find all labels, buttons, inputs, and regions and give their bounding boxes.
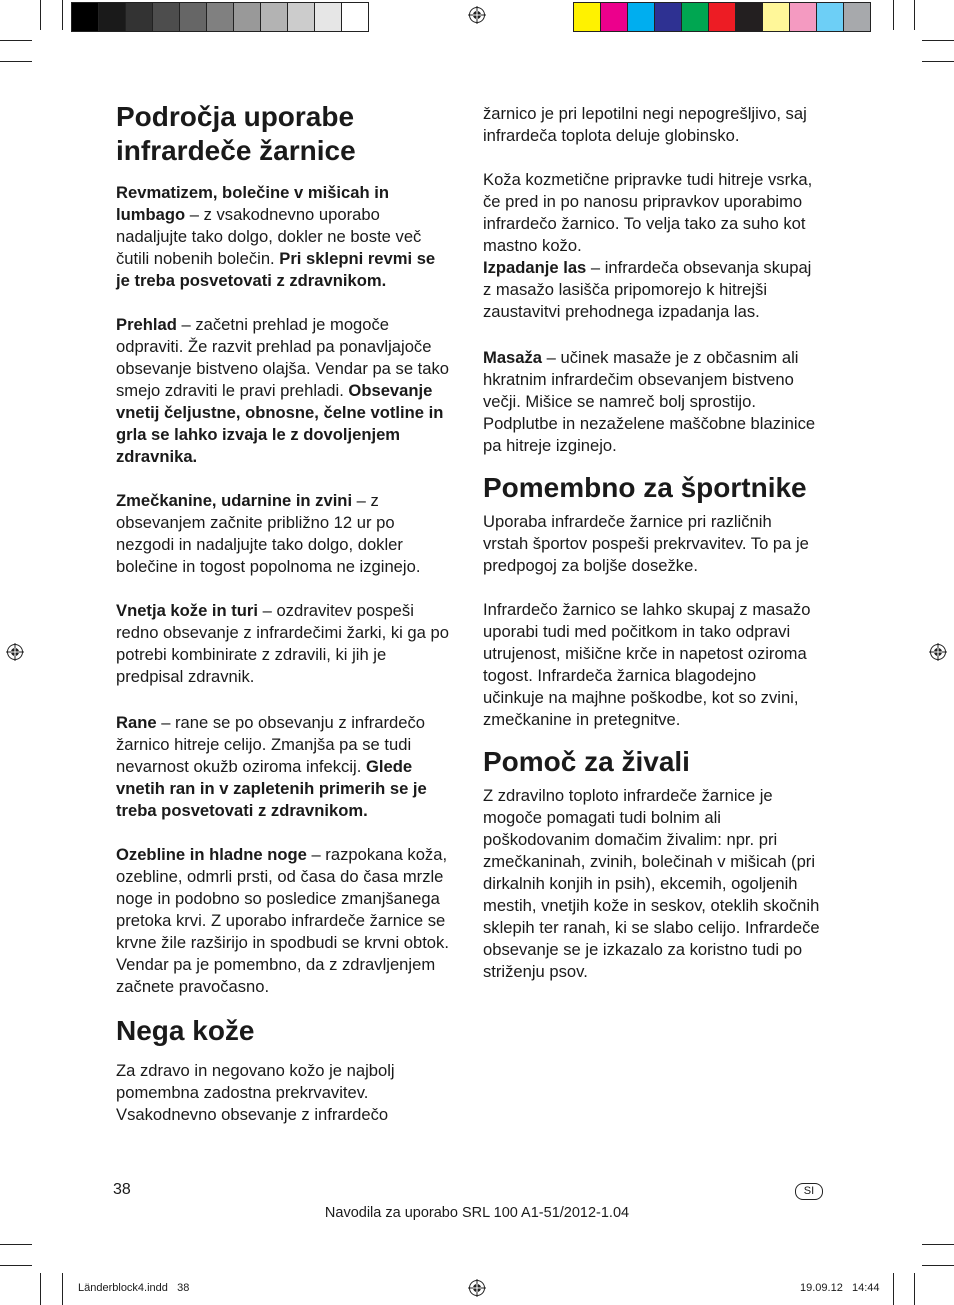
- paragraph-zmeckanine: [116, 490, 453, 578]
- paragraph-sport-2: Infrardečo žarnico se lahko skupaj z masažo uporabi tudi med počitkom in tako odpravi utrujenost, mišične krče in napetost oziroma togost. Infrardeča žarnica blagodejno učinkuje na majhne poškodbe, kot so zvini, zmečkanine in pretegnitve.: [483, 600, 811, 729]
- crop-mark: [922, 61, 954, 62]
- crop-mark: [914, 0, 915, 30]
- crop-mark: [922, 1244, 954, 1245]
- section-heading-nega: Nega kože: [116, 1015, 255, 1046]
- color-bar: [573, 2, 871, 32]
- section-heading-zivali: Pomoč za živali: [483, 746, 690, 777]
- paragraph-masaza: [483, 347, 820, 457]
- term-bold: Vnetja kože in turi: [116, 601, 258, 620]
- color-swatch: [735, 3, 762, 31]
- crop-mark: [40, 1273, 41, 1305]
- language-badge: SI: [795, 1183, 823, 1200]
- color-swatch: [816, 3, 843, 31]
- crop-mark: [0, 1265, 32, 1266]
- color-swatch: [260, 3, 287, 31]
- registration-mark-icon: [929, 643, 947, 661]
- color-swatch: [98, 3, 125, 31]
- color-swatch: [762, 3, 789, 31]
- crop-mark: [922, 1265, 954, 1266]
- right-column: [483, 103, 820, 983]
- paragraph-vnetja: [116, 600, 453, 688]
- paragraph-text: – rane se po obsevanju z infrardečo žarnico hitreje celijo. Zmanjša pa se tudi nevarnost okužb oziroma infekcij.: [116, 713, 426, 776]
- term-bold: Rane: [116, 713, 157, 732]
- crop-mark: [922, 40, 954, 41]
- color-swatch: [179, 3, 206, 31]
- timestamp: 19.09.12 14:44: [800, 1282, 880, 1294]
- color-swatch: [627, 3, 654, 31]
- crop-mark: [62, 0, 63, 30]
- paragraph-text: – infrardeča obsevanja skupaj z masažo lasišča pripomorejo k hitrejši zaustavitvi prehodnega izpadanja las.: [483, 258, 812, 321]
- paragraph-continued: žarnico je pri lepotilni negi nepogrešljivo, saj infrardeča toplota deluje globinsko.: [483, 104, 807, 145]
- section-heading-sport: Pomembno za športnike: [483, 472, 807, 503]
- paragraph-text: – razpokana koža, ozebline, odmrli prsti, od časa do časa mrzle noge in podobno so posledice zmanjšanega pretoka krvi. Z uporabo infrardeče žarnice se krvne žile razširijo in spodbudi se krvni obtok. Vendar pa je pomembno, da z zdravljenjem začnete pravočasno.: [116, 845, 449, 996]
- warning-bold: Pri sklepni revmi se je treba posvetovati z zdravnikom.: [116, 249, 436, 290]
- file-name: Länderblock4.indd 38: [78, 1282, 190, 1294]
- term-bold: Ozebline in hladne noge: [116, 845, 307, 864]
- page-number: 38: [113, 1181, 131, 1198]
- color-swatch: [681, 3, 708, 31]
- left-column: [116, 100, 453, 1126]
- paragraph-text: – ozdravitev pospeši redno obsevanje z infrardečimi žarki, ki ga po potrebi kombinirate z zdravili, ki jih je predpisal zdravnik.: [116, 601, 449, 686]
- color-swatch: [789, 3, 816, 31]
- manual-reference: Navodila za uporabo SRL 100 A1-51/2012-1.04: [324, 1205, 630, 1221]
- registration-mark-icon: [468, 1279, 486, 1297]
- color-swatch: [708, 3, 735, 31]
- paragraph-text: – z vsakodnevno uporabo nadaljujte tako dolgo, dokler ne boste več čutili nobenih bolečin.: [116, 205, 422, 268]
- color-swatch: [654, 3, 681, 31]
- crop-mark: [0, 61, 32, 62]
- color-swatch: [843, 3, 870, 31]
- paragraph-izpadanje: [483, 257, 820, 323]
- color-swatch: [314, 3, 341, 31]
- color-swatch: [341, 3, 368, 31]
- color-swatch: [233, 3, 260, 31]
- grayscale-bar: [71, 2, 369, 32]
- paragraph-ozebline: [116, 844, 453, 998]
- paragraph-rane: [116, 712, 453, 822]
- term-bold: Prehlad: [116, 315, 177, 334]
- paragraph-text: – začetni prehlad je mogoče odpraviti. Že razvit prehlad pa ponavljajoče obsevanje bistveno olajša. Vendar pa se tako smejo zdraviti le pravi prehladi.: [116, 315, 450, 400]
- color-swatch: [574, 3, 600, 31]
- color-swatch: [600, 3, 627, 31]
- crop-mark: [893, 0, 894, 30]
- heading-line: infrardeče žarnice: [116, 135, 356, 166]
- paragraph-koza: Koža kozmetične pripravke tudi hitreje vsrka, če pred in po nanosu pripravkov uporabimo infrardečo žarnico. To velja tako za suho kot mastno kožo.: [483, 170, 813, 255]
- crop-mark: [62, 1273, 63, 1305]
- paragraph-text: – učinek masaže je z občasnim ali hkratnim infrardečim obsevanjem bistveno večji. Mišice se namreč bolj sprostijo. Podplutbe in nezaželene maščobne blazinice pa hitreje izginejo.: [483, 348, 816, 455]
- section-heading-uporaba: [116, 100, 453, 168]
- registration-mark-icon: [6, 643, 24, 661]
- registration-mark-icon: [468, 6, 486, 24]
- color-swatch: [287, 3, 314, 31]
- warning-bold: Obsevanje vnetij čeljustne, obnosne, čelne votline in grla se lahko izvaja le z dovoljenjem zdravnika.: [116, 381, 444, 466]
- term-bold: Revmatizem, bolečine v mišicah in lumbago: [116, 183, 389, 224]
- crop-mark: [893, 1273, 894, 1305]
- paragraph-revmatizem: [116, 182, 453, 292]
- crop-mark: [40, 0, 41, 30]
- paragraph-zivali: Z zdravilno toploto infrardeče žarnice je mogoče pomagati tudi bolnim ali poškodovanim domačim živalim: npr. pri zmečkaninah, zvinih, bolečinah v mišicah (pri dirkalnih konjih in psih), ekcemih, ogoljenih mestih, vnetjih kože in seskov, oteklih skočnih sklepih ter ranah, ki se slabo celijo. Infrardeče obsevanje se je izkazalo za koristno tudi po striženju psov.: [483, 786, 820, 981]
- paragraph-nega: Za zdravo in negovano kožo je najbolj pomembna zadostna prekrvavitev. Vsakodnevno obsevanje z infrardečo: [116, 1061, 395, 1124]
- heading-line: Področja uporabe: [116, 101, 355, 132]
- color-swatch: [72, 3, 98, 31]
- crop-mark: [0, 40, 32, 41]
- paragraph-sport-1: Uporaba infrardeče žarnice pri različnih vrstah športov pospeši prekrvavitev. To pa je predpogoj za boljše dosežke.: [483, 512, 809, 575]
- term-bold: Izpadanje las: [483, 258, 587, 277]
- crop-mark: [0, 1244, 32, 1245]
- warning-bold: Glede vnetih ran in v zapletenih primerih se je treba posvetovati z zdravnikom.: [116, 757, 427, 820]
- term-bold: Masaža: [483, 348, 543, 367]
- color-swatch: [152, 3, 179, 31]
- paragraph-text: – z obsevanjem začnite približno 12 ur po nezgodi in nadaljujte tako dolgo, dokler bolečine in togost popolnoma ne izginejo.: [116, 491, 421, 576]
- color-swatch: [125, 3, 152, 31]
- term-bold: Zmečkanine, udarnine in zvini: [116, 491, 353, 510]
- crop-mark: [914, 1273, 915, 1305]
- paragraph-prehlad: [116, 314, 453, 468]
- color-swatch: [206, 3, 233, 31]
